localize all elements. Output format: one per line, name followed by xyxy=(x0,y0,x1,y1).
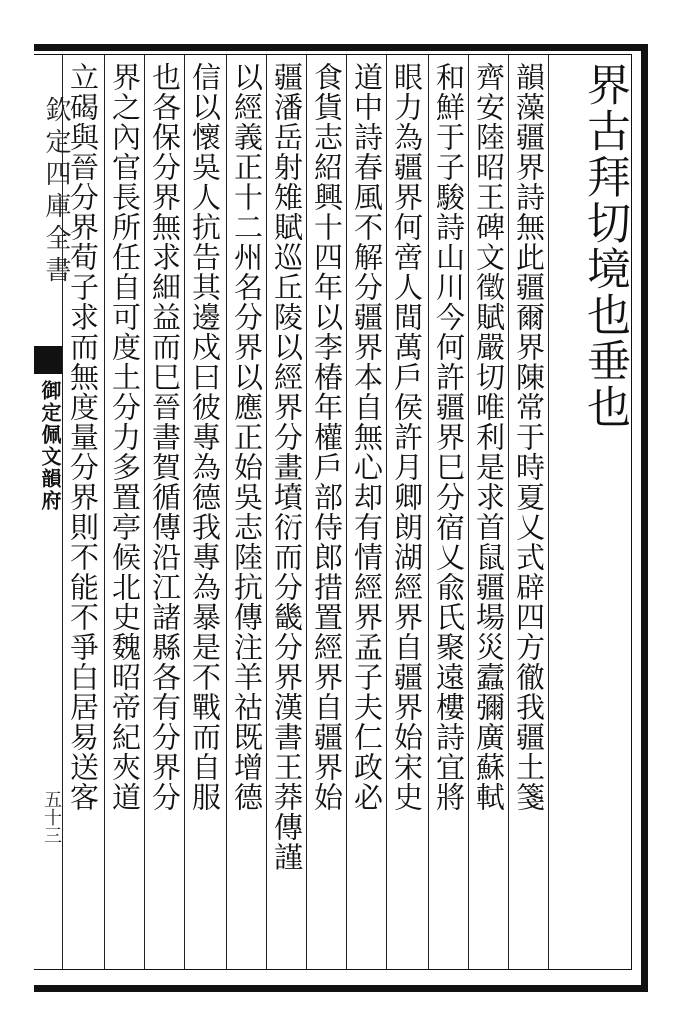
page-number: 五十三 xyxy=(41,790,62,844)
column-rule xyxy=(468,55,469,969)
column-rule xyxy=(346,55,347,969)
column-rule xyxy=(386,55,387,969)
text-column: 也各保分界無求細益而巳晉書賀循傳沿江諸縣各有分界分 xyxy=(148,62,182,812)
text-column: 界之內官長所任自可度土分力多置亭候北史魏昭帝紀夾道 xyxy=(108,62,142,812)
text-column: 齊安陸昭王碑文徵賦嚴切唯利是求首鼠疆場災蠧彌廣蘇軾 xyxy=(472,62,506,812)
column-rule xyxy=(104,55,105,969)
fish-tail-marker xyxy=(34,346,62,374)
column-rule xyxy=(226,55,227,969)
text-column: 疆潘岳射雉賦巡丘陵以經界分畫墳衍而分畿分界漢書王莽傳謹 xyxy=(270,62,304,872)
text-column: 食貨志紹興十四年以李椿年權戶部侍郎措置經界自疆界始 xyxy=(310,62,344,812)
text-column: 道中詩春風不解分疆界本自無心却有情經界孟子夫仁政必 xyxy=(350,62,384,812)
column-rule xyxy=(548,55,549,969)
headword-column: 界古拜切境也垂也 xyxy=(579,62,630,430)
column-rule xyxy=(184,55,185,969)
text-column: 韻藻疆界詩無此疆爾界陳常于時夏乂式辟四方徹我疆土箋 xyxy=(512,62,546,812)
column-rule xyxy=(428,55,429,969)
book-title: 欽定四庫全書 xyxy=(41,96,71,288)
text-column: 以經義正十二州名分界以應正始吳志陸抗傳注羊祜既增德 xyxy=(230,62,264,812)
text-column: 信以懷吳人抗告其邊戍曰彼專為德我專為暴是不戰而自服 xyxy=(188,62,222,812)
column-rule xyxy=(266,55,267,969)
text-column: 和鮮于子駿詩山川今何許疆界巳分宿乂兪氏聚遠樓詩宜將 xyxy=(432,62,466,812)
text-column: 眼力為疆界何啻人間萬戶侯許月卿朗湖經界自疆界始宋史 xyxy=(390,62,424,812)
column-rule xyxy=(306,55,307,969)
column-rule xyxy=(508,55,509,969)
text-column: 立碣與晉分界荀子求而無度量分界則不能不爭白居易送客 xyxy=(66,62,100,812)
column-rule xyxy=(144,55,145,969)
section-title: 御定佩文韻府 xyxy=(38,380,62,512)
